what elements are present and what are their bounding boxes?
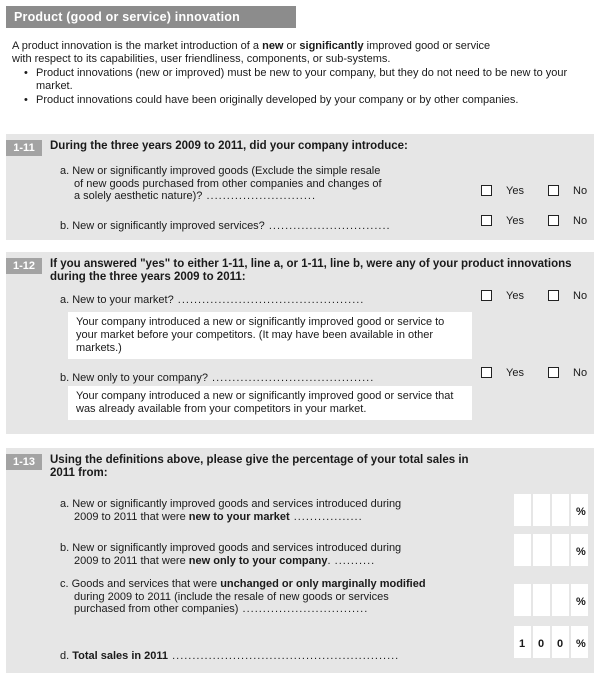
item-a [60, 165, 382, 203]
item-c-text: c. Goods and services that were [60, 578, 221, 590]
item-a-text: a solely aesthetic nature)? [74, 190, 203, 203]
item-d-text: d. [60, 650, 73, 662]
item-a-text: a. New to your market? [60, 294, 174, 306]
item-c-line [60, 578, 426, 591]
item-a-emphasis: new to your market [188, 510, 290, 523]
item-c-emphasis: unchanged or only marginally modified [220, 578, 426, 590]
yes-label: Yes [506, 215, 524, 227]
total-digit: 0 [538, 638, 545, 650]
item-d [60, 650, 399, 663]
item-c-line: during 2009 to 2011 (include the resale of new goods or services [74, 590, 389, 603]
q1-11b-no-checkbox[interactable] [548, 215, 559, 226]
item-a-line: a. New or significantly improved goods (Exclude the simple resale [60, 165, 381, 177]
intro-bullet: • Product innovations could have been originally developed by your company or by other companies. [24, 94, 590, 107]
item-a-line: a. New or significantly improved goods and services introduced during [60, 498, 402, 510]
digit-box[interactable] [533, 534, 550, 566]
section-title: Product (good or service) innovation [14, 10, 240, 24]
item-a-line: of new goods purchased from other companies and changes of [74, 177, 382, 190]
question-number: 1-12 [6, 258, 42, 274]
item-b [60, 220, 391, 233]
item-b [60, 372, 374, 385]
question-text: During the three years 2009 to 2011, did your company introduce: [50, 140, 408, 152]
digit-box[interactable] [533, 584, 550, 616]
item-a-text: 2009 to 2011 that were [74, 510, 189, 523]
item-a-line [60, 511, 401, 524]
intro-emphasis-new: new [262, 40, 284, 52]
question-1-12-section [6, 252, 594, 434]
yes-label: Yes [506, 367, 524, 379]
digit-box[interactable] [552, 534, 569, 566]
intro-text-part: with respect to its capabilities, user friendliness, components, or sub-systems. [12, 52, 391, 65]
intro-text-part: A product innovation is the market introduction of a [12, 40, 263, 52]
item-b-text: b. New or significantly improved services? [60, 220, 265, 232]
item-b-text: . [327, 554, 331, 567]
dot-leader: .......... [330, 554, 376, 567]
intro-paragraph [12, 40, 590, 65]
intro-bullet: • Product innovations (new or improved) must be new to your company, but they do not need to be new to your market. [24, 67, 590, 92]
dot-leader: ............................... [238, 603, 369, 616]
digit-box[interactable] [514, 494, 531, 526]
item-b-line [60, 555, 401, 568]
dot-leader: ........................................................ [168, 650, 400, 662]
item-a-line [60, 190, 382, 203]
no-label: No [573, 290, 588, 302]
dot-leader: .............................................. [173, 294, 365, 306]
intro-text-part: improved good or service [363, 40, 491, 52]
q1-12a-yes-checkbox[interactable] [481, 290, 492, 301]
dot-leader: .............................. [264, 220, 391, 232]
q1-11b-yes-checkbox[interactable] [481, 215, 492, 226]
intro-emphasis-significantly: significantly [299, 40, 364, 52]
q1-12b-no-checkbox[interactable] [548, 367, 559, 378]
section-header [6, 6, 296, 28]
note-new-to-company: Your company introduced a new or significantly improved good or service that was already available from your competitors in your market. [68, 386, 472, 420]
question-text: If you answered "yes" to either 1-11, line a, or 1-11, line b, were any of your product innovations during the three years 2009 to 2011: [50, 258, 572, 284]
digit-box[interactable] [552, 494, 569, 526]
item-b-emphasis: new only to your company [188, 554, 328, 567]
item-c-line [60, 603, 426, 616]
digit-box[interactable] [533, 494, 550, 526]
q1-12b-yes-checkbox[interactable] [481, 367, 492, 378]
dot-leader: ........................................ [207, 372, 375, 384]
percent-sign: % [576, 638, 586, 650]
question-1-11-section [6, 134, 594, 240]
dot-leader: ........................... [202, 190, 316, 203]
no-label: No [573, 367, 588, 379]
item-d-emphasis: Total sales in 2011 [72, 650, 169, 662]
item-a [60, 294, 364, 307]
no-label: No [573, 215, 588, 227]
intro-bullets [12, 67, 590, 106]
percent-sign: % [576, 546, 586, 558]
percent-sign: % [576, 506, 586, 518]
dot-leader: ................. [289, 510, 363, 523]
yes-label: Yes [506, 185, 524, 197]
question-number: 1-11 [6, 140, 42, 156]
item-c-text: purchased from other companies) [74, 603, 239, 616]
percent-sign: % [576, 596, 586, 608]
item-c [60, 578, 426, 616]
intro-text [12, 40, 590, 106]
item-b-line: b. New or significantly improved goods and services introduced during [60, 542, 402, 554]
item-b-text: 2009 to 2011 that were [74, 554, 189, 567]
no-label: No [573, 185, 588, 197]
intro-text-part: or [283, 40, 300, 52]
question-number: 1-13 [6, 454, 42, 470]
digit-box[interactable] [514, 584, 531, 616]
question-1-13-section [6, 448, 594, 673]
q1-11a-no-checkbox[interactable] [548, 185, 559, 196]
item-b-text: b. New only to your company? [60, 372, 208, 384]
yes-label: Yes [506, 290, 524, 302]
total-digit: 0 [557, 638, 564, 650]
q1-11a-yes-checkbox[interactable] [481, 185, 492, 196]
question-text: Using the definitions above, please give the percentage of your total sales in 2011 from: [50, 454, 469, 480]
item-b [60, 542, 401, 567]
note-new-to-market: Your company introduced a new or significantly improved good or service to your market before your competitors. (It may have been available in other markets.) [68, 312, 472, 359]
digit-box[interactable] [514, 534, 531, 566]
digit-box[interactable] [552, 584, 569, 616]
q1-12a-no-checkbox[interactable] [548, 290, 559, 301]
item-a [60, 498, 401, 523]
total-digit: 1 [519, 638, 526, 650]
